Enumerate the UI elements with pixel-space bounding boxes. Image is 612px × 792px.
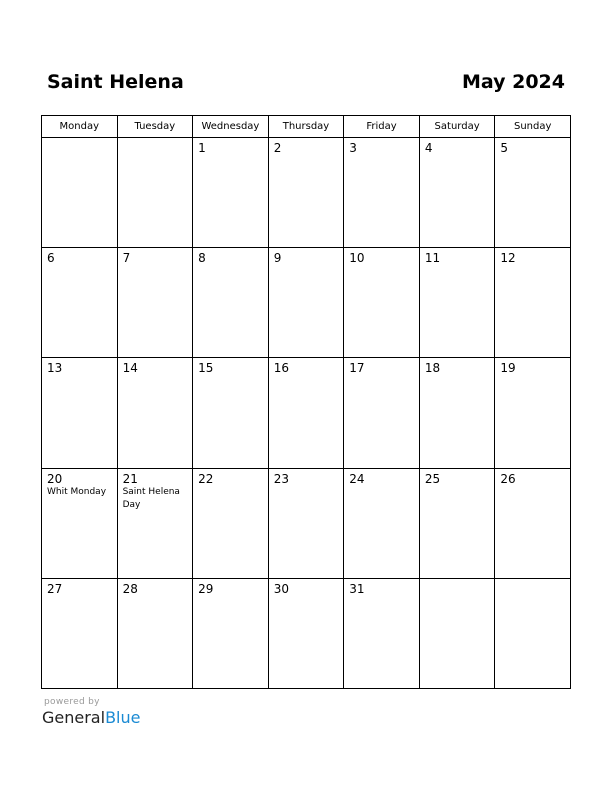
day-cell [419,248,495,358]
day-number: 1 [198,141,206,155]
day-cell [268,138,344,248]
day-cell [268,358,344,468]
day-number: 13 [47,361,63,376]
day-cell [344,248,420,358]
day-number: 31 [349,581,365,596]
day-number: 10 [349,251,365,266]
day-number: 24 [349,471,365,486]
day-cell [193,468,269,578]
day-number: 11 [424,251,441,266]
day-cell [495,248,571,358]
day-number: 14 [122,361,138,376]
day-number: 16 [273,361,289,376]
weekday-monday: Monday [42,116,118,138]
day-cell [495,138,571,248]
holiday-label: Saint Helena Day [122,486,180,510]
day-cell [419,138,495,248]
day-number: 30 [273,581,289,596]
weekday-wednesday: Wednesday [193,116,269,138]
day-cell [117,248,193,358]
week-row [42,468,571,578]
day-number: 15 [198,361,214,376]
day-cell [344,468,420,578]
day-cell [42,138,118,248]
holiday-label: Whit Monday [47,486,107,497]
day-cell [117,138,193,248]
day-number: 25 [424,471,441,486]
day-cell [495,578,571,688]
day-cell [117,358,193,468]
day-cell [193,248,269,358]
day-cell [268,248,344,358]
day-cell [42,248,118,358]
week-row [42,358,571,468]
day-number: 21 [122,471,138,486]
day-cell [419,468,495,578]
weekday-sunday: Sunday [495,116,571,138]
day-cell [193,358,269,468]
weekday-friday: Friday [344,116,420,138]
weekday-tuesday: Tuesday [117,116,193,138]
day-number: 8 [198,251,206,266]
day-cell [42,468,118,578]
day-cell [419,578,495,688]
brand-part-blue: Blue [105,708,141,727]
day-number: 6 [47,251,55,266]
week-row [42,138,571,248]
generalblue-logo [42,708,140,727]
weekday-header-row [42,116,571,138]
day-cell [268,578,344,688]
day-number: 9 [273,251,282,266]
day-number: 2 [273,141,282,155]
day-cell [344,138,420,248]
day-number: 22 [198,471,214,486]
day-number: 28 [122,581,138,596]
day-number: 3 [349,141,357,155]
weekday-thursday: Thursday [268,116,344,138]
week-row [42,578,571,688]
day-cell [42,578,118,688]
day-cell [495,468,571,578]
day-number: 18 [424,361,441,376]
brand-part-general: General [42,708,106,727]
day-cell [193,578,269,688]
day-number: 23 [273,471,289,486]
day-cell [268,468,344,578]
day-number: 20 [47,471,63,486]
day-cell [117,578,193,688]
day-number: 29 [198,581,214,596]
day-number: 26 [500,471,516,486]
powered-by-text: powered by [44,697,100,707]
day-cell [117,468,193,578]
day-cell [344,358,420,468]
day-number: 19 [500,361,516,376]
month-year-title: May 2024 [461,71,565,93]
day-cell [193,138,269,248]
country-title: Saint Helena [47,71,184,93]
day-cell [42,358,118,468]
day-cell [419,358,495,468]
week-row [42,248,571,358]
day-number: 27 [47,581,63,596]
day-number: 17 [349,361,365,376]
day-number: 7 [122,251,131,266]
weekday-saturday: Saturday [419,116,495,138]
day-number: 5 [500,141,509,155]
day-cell [495,358,571,468]
calendar-grid [41,115,571,689]
day-number: 12 [500,251,516,266]
day-cell [344,578,420,688]
day-number: 4 [424,141,433,155]
